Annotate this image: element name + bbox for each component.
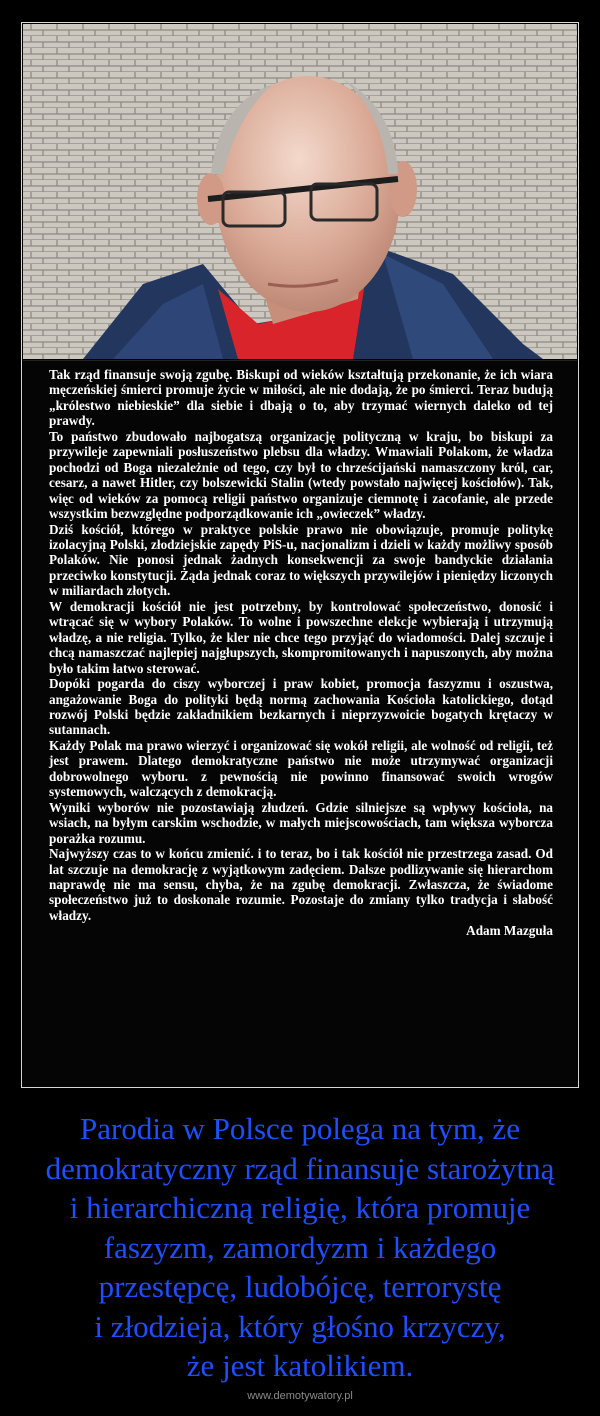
- quote-paragraph: To państwo zbudowało najbogatszą organizację polityczną w kraju, bo biskupi za przywileje zapewniali posłuszeństwo plebsu dla władzy. Wmawiali Polakom, że władza pochodzi od Boga niezależnie od tego, czy był to chrześcijański namaszczony król, car, cesarz, a nawet Hitler, czy bolszewicki Stalin (wtedy powstało najwięcej kościołów). Tak, więc od wieków za pomocą religii państwo organizuje ciemnotę i zacofanie, ale przede wszystkim bezwzględne podporządkowanie ich „owieczek” władzy.: [49, 428, 553, 522]
- quote-paragraph: W demokracji kościół nie jest potrzebny, by kontrolować społeczeństwo, donosić i wtrącać się w wybory Polaków. To wolne i powszechne elekcje wybierają i utrzymują władzę, a nie religia. Tylko, że kler nie chce tego przyjąć do wiadomości. Dalej szczuje i chcą namaszczać najlepiej najgłupszych, skompromitowanych i napuszonych, aby można było takim łatwo sterować.: [49, 598, 553, 676]
- author-signature: Adam Mazguła: [466, 923, 553, 939]
- poster-frame: [21, 22, 579, 1088]
- caption-line: przestępcę, ludobójcę, terrorystę: [98, 1269, 502, 1304]
- quote-paragraph: Każdy Polak ma prawo wierzyć i organizować się wokół religii, ale wolność od religii, też jest prawem. Dlatego demokratyczne państwo nie może utrzymywać organizacji dobrowolnego wyboru. z pewnością nie powinno finansować swoich wrogów systemowych, walczących z demokracją.: [49, 737, 553, 800]
- quote-text: [49, 367, 553, 939]
- portrait-photo: [23, 24, 577, 359]
- quote-paragraph: Najwyższy czas to w końcu zmienić. i to teraz, bo i tak kościół nie przestrzega zasad. Od lat szczuje na demokrację z wyjątkowym zadęciem. Dalsze podlizywanie się hierarchom naprawdę nie ma sensu, chyba, że na zgubę demokracji. Zwłaszcza, że świadome społeczeństwo już to doskonale rozumie. Pozostaje do zmiany tylko tradycja i słabość władzy.: [49, 846, 553, 923]
- quote-paragraph: Dopóki pogarda do ciszy wyborczej i praw kobiet, promocja faszyzmu i oszustwa, angażowanie Boga do polityki będą normą zachowania Kościoła katolickiego, dotąd rozwój Polski będzie zakładnikiem bezkarnych i nieprzyzwoicie bogatych krętaczy w sutannach.: [49, 676, 553, 738]
- site-watermark: www.demotywatory.pl: [247, 1390, 353, 1402]
- caption-line: demokratyczny rząd finansuje starożytną: [45, 1150, 555, 1186]
- quote-paragraph: Tak rząd finansuje swoją zgubę. Biskupi od wieków kształtują przekonanie, że ich wiara męczeńskiej śmierci promuje życie w miłości, ale nie dodają, że po śmierci. Teraz budują „królestwo niebieskie” dla siebie i dbają o to, aby trzymać wiernych daleko od tej prawdy.: [49, 367, 553, 429]
- quote-paragraph: Dziś kościół, którego w praktyce polskie prawo nie obowiązuje, promuje politykę izolacyjną Polski, złodziejskie zapędy PiS-u, nacjonalizm i dzieli w każdy możliwy sposób Polaków. Nie ponosi jednak żadnych konsekwencji za swoje bandyckie działania przeciwko konstytucji. Żąda jednak coraz to większych przywilejów i pieniędzy liczonych w miliardach złotych.: [49, 521, 553, 599]
- quote-paragraph: Wyniki wyborów nie pozostawiają złudzeń. Gdzie silniejsze są wpływy kościoła, na wsiach, na byłym carskim wschodzie, w małych miejscowościach, tam większa wyborcza porażka rozumu.: [49, 799, 553, 846]
- portrait-photo-illustration: [23, 24, 577, 359]
- caption-line: faszyzm, zamordyzm i każdego: [103, 1229, 497, 1265]
- caption-line: Parodia w Polsce polega na tym, że: [80, 1111, 520, 1146]
- caption-line: że jest katolikiem.: [186, 1348, 414, 1383]
- quote-panel: [23, 360, 577, 1087]
- poster-caption: [0, 1109, 600, 1386]
- caption-line: i hierarchiczną religię, która promuje: [69, 1190, 531, 1225]
- caption-line: i złodzieja, który głośno krzyczy,: [94, 1308, 506, 1344]
